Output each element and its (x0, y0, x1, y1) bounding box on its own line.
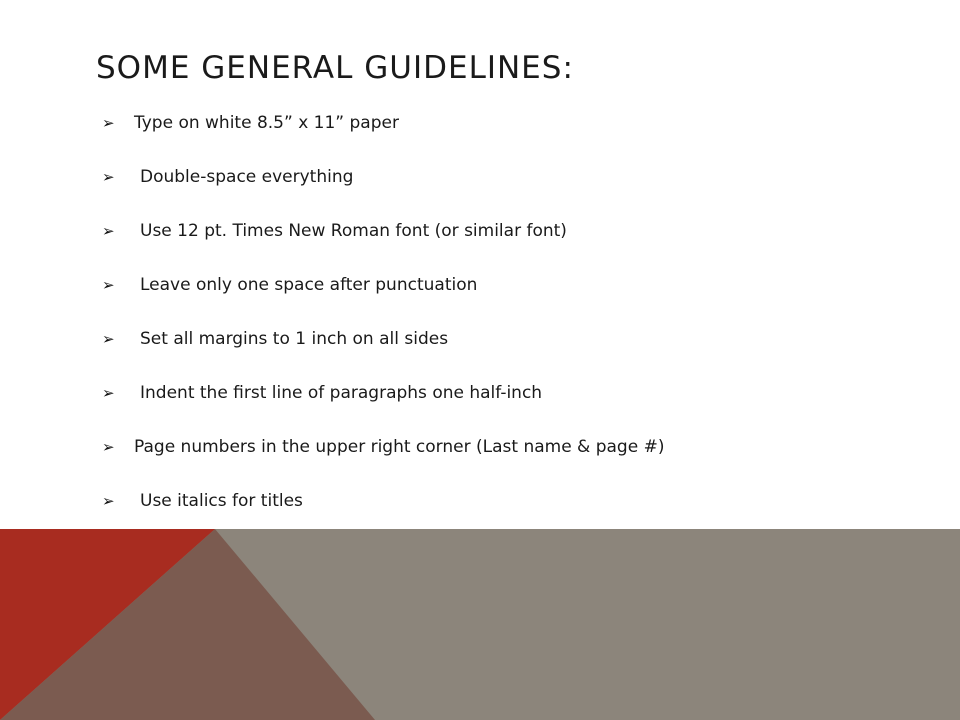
arrowhead-bullet-icon: ➢ (102, 383, 115, 402)
bullet-text: Double-space everything (140, 167, 354, 187)
slide-title: SOME GENERAL GUIDELINES: (96, 50, 574, 86)
arrowhead-bullet-icon: ➢ (102, 491, 115, 510)
bullet-text: Leave only one space after punctuation (140, 275, 478, 295)
list-item (102, 258, 922, 312)
bullet-text: Indent the first line of paragraphs one half-inch (140, 383, 543, 403)
bullet-text: Page numbers in the upper right corner (Last name & page #) (134, 437, 665, 457)
list-item (102, 474, 922, 528)
arrowhead-bullet-icon: ➢ (102, 437, 115, 456)
list-item (102, 420, 922, 474)
bullet-text: Set all margins to 1 inch on all sides (140, 329, 449, 349)
arrowhead-bullet-icon: ➢ (102, 113, 115, 132)
arrowhead-bullet-icon: ➢ (102, 329, 115, 348)
arrowhead-bullet-icon: ➢ (102, 167, 115, 186)
arrowhead-bullet-icon: ➢ (102, 221, 115, 240)
list-item (102, 96, 922, 150)
list-item (102, 366, 922, 420)
bullet-list (102, 96, 922, 528)
decorative-footer-band (0, 529, 960, 720)
bullet-text: Type on white 8.5” x 11” paper (134, 113, 399, 133)
list-item (102, 150, 922, 204)
arrowhead-bullet-icon: ➢ (102, 275, 115, 294)
bullet-text: Use italics for titles (140, 491, 303, 511)
bullet-text: Use 12 pt. Times New Roman font (or similar font) (140, 221, 567, 241)
list-item (102, 312, 922, 366)
list-item (102, 204, 922, 258)
